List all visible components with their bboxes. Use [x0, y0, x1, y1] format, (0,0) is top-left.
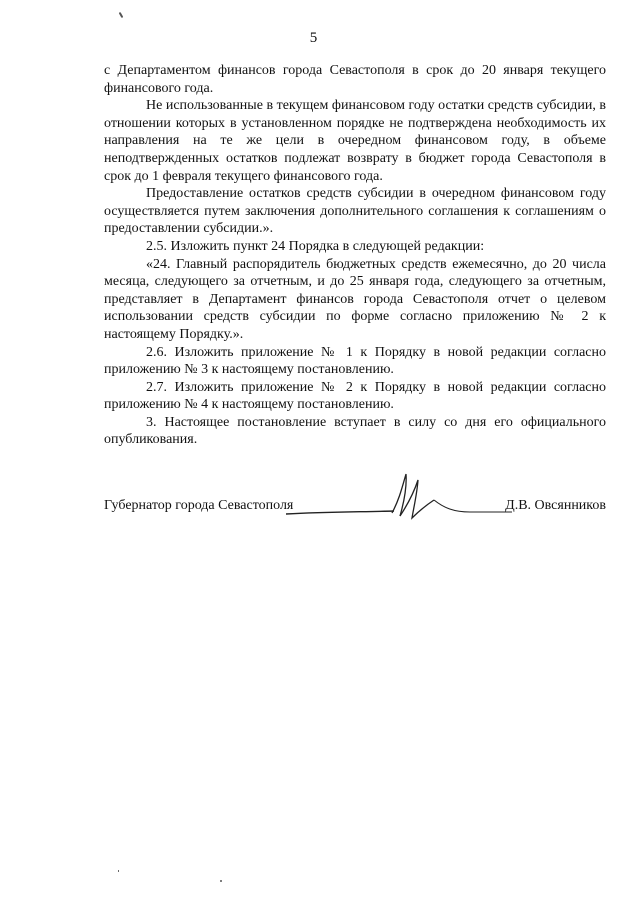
paragraph: 2.7. Изложить приложение № 2 к Порядку в новой редакции согласно приложению № 4 к настоящему постановлению.: [104, 379, 606, 413]
paragraph: 2.6. Изложить приложение № 1 к Порядку в новой редакции согласно приложению № 3 к настоящему постановлению.: [104, 344, 606, 378]
paragraph: 3. Настоящее постановление вступает в силу со дня его официального опубликования.: [104, 414, 606, 448]
scan-artifact: [119, 12, 124, 18]
paragraph: Не использованные в текущем финансовом году остатки средств субсидии, в отношении которых в установленном порядке не подтверждена необходимость их направления на те же цели в очередном финансовом году, в объеме неподтвержденных остатков подлежат возврату в бюджет города Севастополя в срок до 1 февраля текущего финансового года.: [104, 98, 606, 184]
paragraph: с Департаментом финансов города Севастополя в срок до 20 января текущего финансового года.: [104, 63, 606, 96]
paragraph: Предоставление остатков средств субсидии в очередном финансовом году осуществляется путем заключения дополнительного соглашения к соглашениям о предоставлении субсидии.».: [104, 186, 606, 237]
scan-artifact: [220, 880, 222, 882]
page-number: 5: [309, 30, 318, 46]
signatory-title: Губернатор города Севастополя: [104, 498, 294, 513]
signature-block: [104, 492, 606, 532]
scan-artifact: [118, 870, 119, 872]
signatory-name: Д.В. Овсянников: [505, 498, 606, 513]
paragraph: 2.5. Изложить пункт 24 Порядка в следующей редакции:: [146, 238, 485, 254]
handwritten-signature: [284, 470, 514, 530]
document-body: [104, 62, 606, 449]
paragraph: «24. Главный распорядитель бюджетных средств ежемесячно, до 20 числа месяца, следующего за отчетным, и до 25 января года, следующего за отчетным, представляет в Департамент финансов города Севастополя отчет о целевом использовании средств субсидии по форме согласно приложению № 2 к настоящему Порядку.».: [104, 256, 606, 342]
